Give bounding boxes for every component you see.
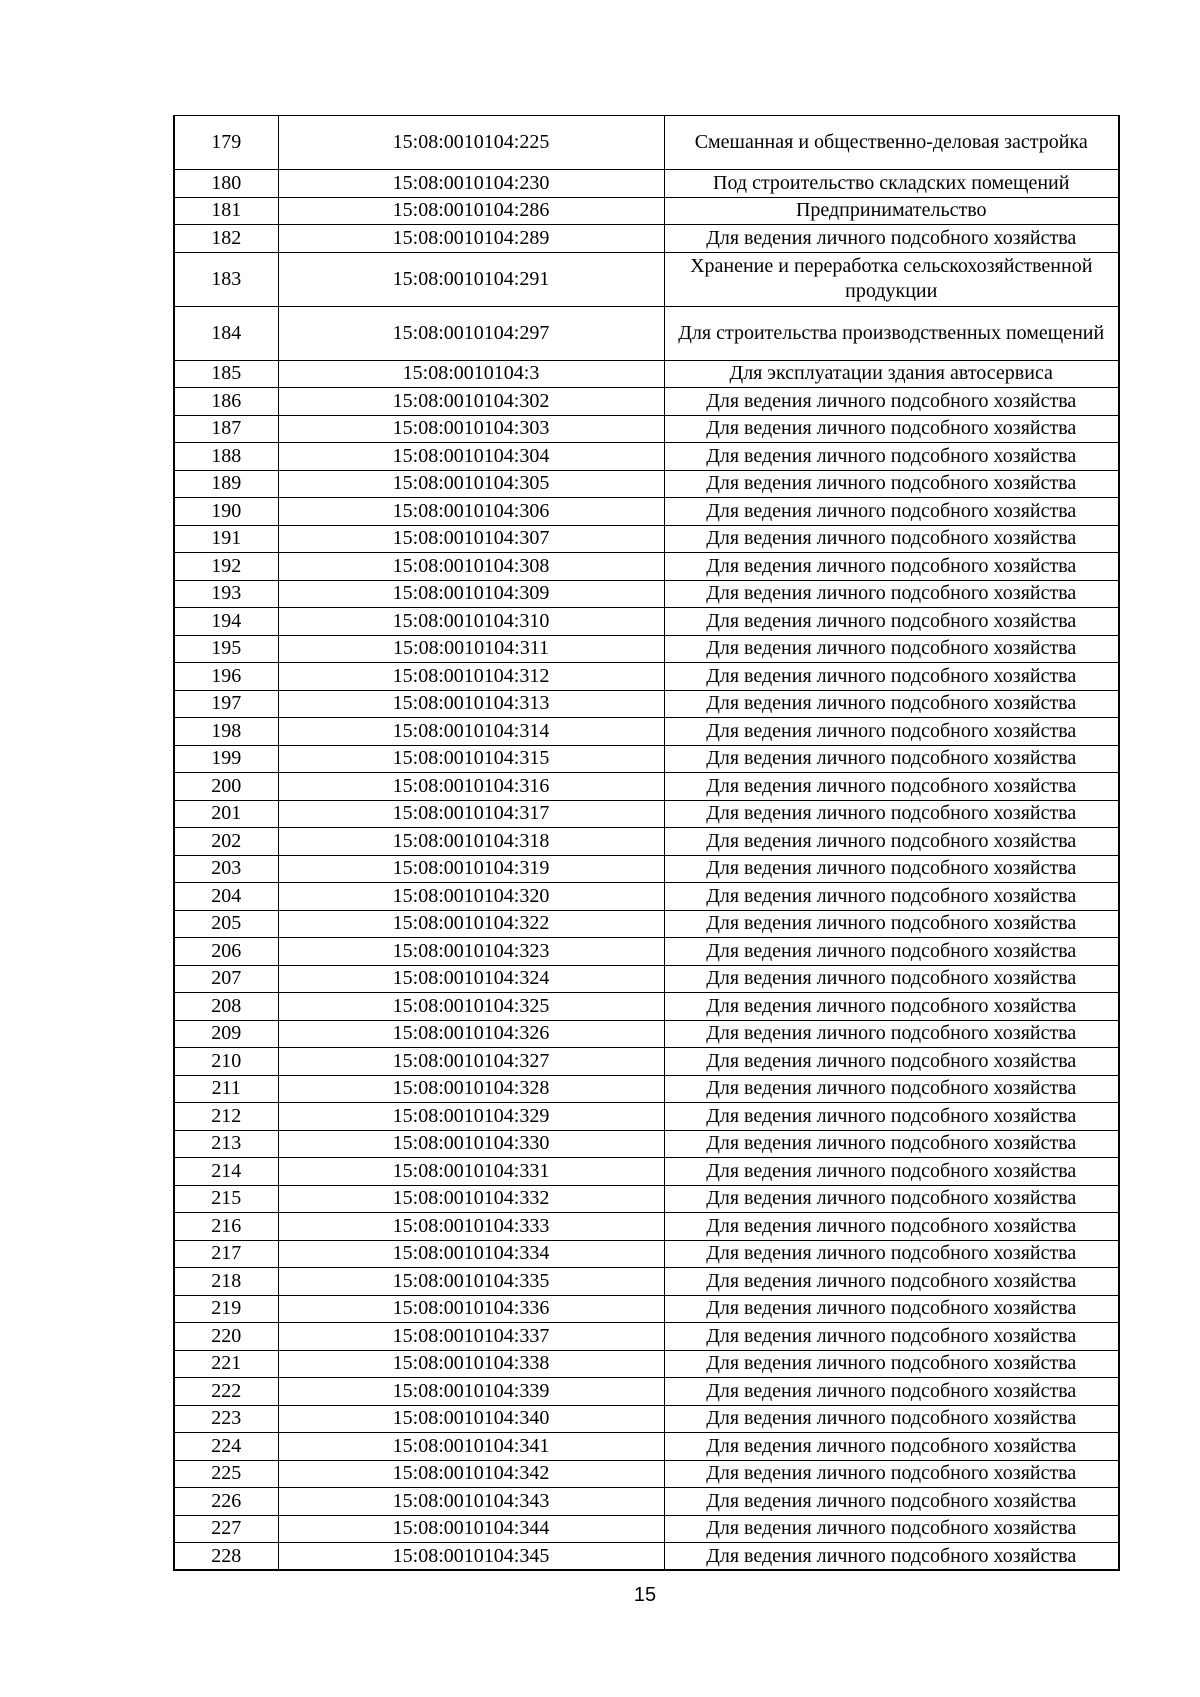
row-number-cell: 203 (174, 855, 278, 883)
row-number-cell: 228 (174, 1543, 278, 1571)
cadastral-number-cell: 15:08:0010104:339 (278, 1378, 664, 1406)
table-row (174, 993, 1119, 1021)
land-use-cell: Для ведения личного подсобного хозяйства (664, 635, 1119, 663)
table-row (174, 1185, 1119, 1213)
table-row (174, 690, 1119, 718)
row-number-cell: 186 (174, 388, 278, 416)
land-use-cell: Для ведения личного подсобного хозяйства (664, 1075, 1119, 1103)
table-row (174, 1460, 1119, 1488)
cadastral-number-cell: 15:08:0010104:329 (278, 1103, 664, 1131)
table-row (174, 252, 1119, 306)
row-number-cell: 216 (174, 1213, 278, 1241)
row-number-cell: 195 (174, 635, 278, 663)
row-number-cell: 223 (174, 1405, 278, 1433)
table-row (174, 1020, 1119, 1048)
cadastral-number-cell: 15:08:0010104:289 (278, 225, 664, 253)
row-number-cell: 193 (174, 580, 278, 608)
land-use-cell: Для ведения личного подсобного хозяйства (664, 938, 1119, 966)
table-row (174, 1488, 1119, 1516)
land-use-cell: Для ведения личного подсобного хозяйства (664, 1543, 1119, 1571)
land-use-cell: Для ведения личного подсобного хозяйства (664, 415, 1119, 443)
cadastral-number-cell: 15:08:0010104:312 (278, 663, 664, 691)
table-row (174, 1240, 1119, 1268)
row-number-cell: 206 (174, 938, 278, 966)
row-number-cell: 191 (174, 525, 278, 553)
land-plots-table (173, 115, 1120, 1571)
cadastral-number-cell: 15:08:0010104:336 (278, 1295, 664, 1323)
land-use-cell: Для строительства производственных помещений (664, 306, 1119, 360)
row-number-cell: 221 (174, 1350, 278, 1378)
table-row (174, 800, 1119, 828)
land-use-cell: Для ведения личного подсобного хозяйства (664, 663, 1119, 691)
cadastral-number-cell: 15:08:0010104:330 (278, 1130, 664, 1158)
table-row (174, 855, 1119, 883)
land-use-cell: Для ведения личного подсобного хозяйства (664, 443, 1119, 471)
cadastral-number-cell: 15:08:0010104:317 (278, 800, 664, 828)
row-number-cell: 180 (174, 170, 278, 198)
cadastral-number-cell: 15:08:0010104:326 (278, 1020, 664, 1048)
row-number-cell: 181 (174, 197, 278, 225)
table-row (174, 910, 1119, 938)
table-row (174, 718, 1119, 746)
row-number-cell: 197 (174, 690, 278, 718)
row-number-cell: 189 (174, 470, 278, 498)
land-use-cell: Для ведения личного подсобного хозяйства (664, 1048, 1119, 1076)
cadastral-number-cell: 15:08:0010104:311 (278, 635, 664, 663)
land-use-cell: Для ведения личного подсобного хозяйства (664, 1103, 1119, 1131)
land-use-cell: Смешанная и общественно-деловая застройка (664, 116, 1119, 170)
row-number-cell: 184 (174, 306, 278, 360)
table-row (174, 663, 1119, 691)
land-use-cell: Для ведения личного подсобного хозяйства (664, 1185, 1119, 1213)
cadastral-number-cell: 15:08:0010104:304 (278, 443, 664, 471)
row-number-cell: 185 (174, 360, 278, 388)
cadastral-number-cell: 15:08:0010104:307 (278, 525, 664, 553)
row-number-cell: 200 (174, 773, 278, 801)
cadastral-number-cell: 15:08:0010104:316 (278, 773, 664, 801)
cadastral-number-cell: 15:08:0010104:337 (278, 1323, 664, 1351)
land-use-cell: Для ведения личного подсобного хозяйства (664, 580, 1119, 608)
land-use-cell: Для ведения личного подсобного хозяйства (664, 608, 1119, 636)
table-row (174, 1295, 1119, 1323)
row-number-cell: 214 (174, 1158, 278, 1186)
table-row (174, 1048, 1119, 1076)
land-use-cell: Хранение и переработка сельскохозяйственной продукции (664, 252, 1119, 306)
cadastral-number-cell: 15:08:0010104:327 (278, 1048, 664, 1076)
cadastral-number-cell: 15:08:0010104:297 (278, 306, 664, 360)
cadastral-number-cell: 15:08:0010104:315 (278, 745, 664, 773)
land-use-cell: Для ведения личного подсобного хозяйства (664, 1488, 1119, 1516)
table-row (174, 360, 1119, 388)
table-row (174, 1213, 1119, 1241)
table-row (174, 608, 1119, 636)
land-use-cell: Для ведения личного подсобного хозяйства (664, 745, 1119, 773)
row-number-cell: 194 (174, 608, 278, 636)
land-use-cell: Для ведения личного подсобного хозяйства (664, 965, 1119, 993)
table-row (174, 1378, 1119, 1406)
land-use-cell: Для ведения личного подсобного хозяйства (664, 1433, 1119, 1461)
table-row (174, 388, 1119, 416)
table-row (174, 525, 1119, 553)
row-number-cell: 204 (174, 883, 278, 911)
table-row (174, 1130, 1119, 1158)
table-row (174, 225, 1119, 253)
cadastral-number-cell: 15:08:0010104:343 (278, 1488, 664, 1516)
row-number-cell: 215 (174, 1185, 278, 1213)
land-use-cell: Для ведения личного подсобного хозяйства (664, 828, 1119, 856)
table-row (174, 170, 1119, 198)
row-number-cell: 199 (174, 745, 278, 773)
cadastral-number-cell: 15:08:0010104:323 (278, 938, 664, 966)
table-row (174, 773, 1119, 801)
land-use-cell: Для ведения личного подсобного хозяйства (664, 1378, 1119, 1406)
land-use-cell: Для ведения личного подсобного хозяйства (664, 1323, 1119, 1351)
table-row (174, 116, 1119, 170)
cadastral-number-cell: 15:08:0010104:230 (278, 170, 664, 198)
row-number-cell: 192 (174, 553, 278, 581)
table-row (174, 938, 1119, 966)
row-number-cell: 209 (174, 1020, 278, 1048)
row-number-cell: 188 (174, 443, 278, 471)
table-row (174, 1103, 1119, 1131)
land-use-cell: Для ведения личного подсобного хозяйства (664, 1213, 1119, 1241)
row-number-cell: 196 (174, 663, 278, 691)
land-use-cell: Для ведения личного подсобного хозяйства (664, 470, 1119, 498)
land-use-cell: Для ведения личного подсобного хозяйства (664, 1268, 1119, 1296)
table-row (174, 498, 1119, 526)
row-number-cell: 219 (174, 1295, 278, 1323)
table-row (174, 553, 1119, 581)
cadastral-number-cell: 15:08:0010104:333 (278, 1213, 664, 1241)
cadastral-number-cell: 15:08:0010104:286 (278, 197, 664, 225)
cadastral-number-cell: 15:08:0010104:341 (278, 1433, 664, 1461)
cadastral-number-cell: 15:08:0010104:291 (278, 252, 664, 306)
land-use-cell: Для ведения личного подсобного хозяйства (664, 1158, 1119, 1186)
cadastral-number-cell: 15:08:0010104:318 (278, 828, 664, 856)
row-number-cell: 202 (174, 828, 278, 856)
page-number: 15 (633, 1584, 657, 1606)
cadastral-number-cell: 15:08:0010104:313 (278, 690, 664, 718)
land-use-cell: Для ведения личного подсобного хозяйства (664, 690, 1119, 718)
row-number-cell: 207 (174, 965, 278, 993)
land-use-cell: Для ведения личного подсобного хозяйства (664, 855, 1119, 883)
land-use-cell: Предпринимательство (664, 197, 1119, 225)
row-number-cell: 205 (174, 910, 278, 938)
land-use-cell: Для ведения личного подсобного хозяйства (664, 553, 1119, 581)
cadastral-number-cell: 15:08:0010104:306 (278, 498, 664, 526)
row-number-cell: 179 (174, 116, 278, 170)
cadastral-number-cell: 15:08:0010104:303 (278, 415, 664, 443)
table-row (174, 415, 1119, 443)
row-number-cell: 183 (174, 252, 278, 306)
land-use-cell: Для ведения личного подсобного хозяйства (664, 800, 1119, 828)
land-use-cell: Для ведения личного подсобного хозяйства (664, 225, 1119, 253)
row-number-cell: 226 (174, 1488, 278, 1516)
table-row (174, 580, 1119, 608)
cadastral-number-cell: 15:08:0010104:309 (278, 580, 664, 608)
table-row (174, 197, 1119, 225)
cadastral-number-cell: 15:08:0010104:225 (278, 116, 664, 170)
row-number-cell: 213 (174, 1130, 278, 1158)
cadastral-number-cell: 15:08:0010104:322 (278, 910, 664, 938)
cadastral-number-cell: 15:08:0010104:335 (278, 1268, 664, 1296)
cadastral-number-cell: 15:08:0010104:332 (278, 1185, 664, 1213)
table-body (174, 116, 1119, 1571)
land-use-cell: Для ведения личного подсобного хозяйства (664, 773, 1119, 801)
table-row (174, 745, 1119, 773)
land-use-cell: Для ведения личного подсобного хозяйства (664, 1130, 1119, 1158)
cadastral-number-cell: 15:08:0010104:328 (278, 1075, 664, 1103)
table-row (174, 1158, 1119, 1186)
cadastral-number-cell: 15:08:0010104:344 (278, 1515, 664, 1543)
cadastral-number-cell: 15:08:0010104:338 (278, 1350, 664, 1378)
land-use-cell: Для ведения личного подсобного хозяйства (664, 1240, 1119, 1268)
table-row (174, 1350, 1119, 1378)
land-use-cell: Для ведения личного подсобного хозяйства (664, 388, 1119, 416)
row-number-cell: 227 (174, 1515, 278, 1543)
cadastral-number-cell: 15:08:0010104:320 (278, 883, 664, 911)
land-use-cell: Для ведения личного подсобного хозяйства (664, 1350, 1119, 1378)
cadastral-number-cell: 15:08:0010104:302 (278, 388, 664, 416)
row-number-cell: 208 (174, 993, 278, 1021)
cadastral-number-cell: 15:08:0010104:314 (278, 718, 664, 746)
cadastral-number-cell: 15:08:0010104:308 (278, 553, 664, 581)
row-number-cell: 218 (174, 1268, 278, 1296)
row-number-cell: 220 (174, 1323, 278, 1351)
row-number-cell: 201 (174, 800, 278, 828)
land-use-cell: Для ведения личного подсобного хозяйства (664, 498, 1119, 526)
row-number-cell: 190 (174, 498, 278, 526)
row-number-cell: 198 (174, 718, 278, 746)
table-row (174, 883, 1119, 911)
cadastral-number-cell: 15:08:0010104:310 (278, 608, 664, 636)
land-use-cell: Для ведения личного подсобного хозяйства (664, 1295, 1119, 1323)
cadastral-number-cell: 15:08:0010104:319 (278, 855, 664, 883)
land-use-cell: Для эксплуатации здания автосервиса (664, 360, 1119, 388)
row-number-cell: 182 (174, 225, 278, 253)
land-use-cell: Для ведения личного подсобного хозяйства (664, 1460, 1119, 1488)
row-number-cell: 211 (174, 1075, 278, 1103)
row-number-cell: 217 (174, 1240, 278, 1268)
cadastral-number-cell: 15:08:0010104:3 (278, 360, 664, 388)
land-use-cell: Для ведения личного подсобного хозяйства (664, 1515, 1119, 1543)
cadastral-number-cell: 15:08:0010104:305 (278, 470, 664, 498)
land-use-cell: Для ведения личного подсобного хозяйства (664, 883, 1119, 911)
cadastral-number-cell: 15:08:0010104:340 (278, 1405, 664, 1433)
table-row (174, 1433, 1119, 1461)
cadastral-number-cell: 15:08:0010104:342 (278, 1460, 664, 1488)
land-use-cell: Для ведения личного подсобного хозяйства (664, 718, 1119, 746)
table-row (174, 443, 1119, 471)
cadastral-number-cell: 15:08:0010104:345 (278, 1543, 664, 1571)
land-use-cell: Для ведения личного подсобного хозяйства (664, 525, 1119, 553)
land-use-cell: Для ведения личного подсобного хозяйства (664, 1405, 1119, 1433)
row-number-cell: 187 (174, 415, 278, 443)
table-row (174, 1543, 1119, 1571)
cadastral-number-cell: 15:08:0010104:334 (278, 1240, 664, 1268)
land-use-cell: Для ведения личного подсобного хозяйства (664, 910, 1119, 938)
cadastral-number-cell: 15:08:0010104:324 (278, 965, 664, 993)
row-number-cell: 222 (174, 1378, 278, 1406)
table-row (174, 635, 1119, 663)
table-row (174, 1075, 1119, 1103)
land-use-cell: Для ведения личного подсобного хозяйства (664, 993, 1119, 1021)
table-row (174, 306, 1119, 360)
table-row (174, 965, 1119, 993)
table-row (174, 1405, 1119, 1433)
row-number-cell: 210 (174, 1048, 278, 1076)
row-number-cell: 225 (174, 1460, 278, 1488)
table-row (174, 828, 1119, 856)
land-use-cell: Под строительство складских помещений (664, 170, 1119, 198)
row-number-cell: 224 (174, 1433, 278, 1461)
table-row (174, 1323, 1119, 1351)
land-use-cell: Для ведения личного подсобного хозяйства (664, 1020, 1119, 1048)
table-row (174, 1268, 1119, 1296)
table-row (174, 470, 1119, 498)
cadastral-number-cell: 15:08:0010104:331 (278, 1158, 664, 1186)
table-row (174, 1515, 1119, 1543)
cadastral-number-cell: 15:08:0010104:325 (278, 993, 664, 1021)
row-number-cell: 212 (174, 1103, 278, 1131)
